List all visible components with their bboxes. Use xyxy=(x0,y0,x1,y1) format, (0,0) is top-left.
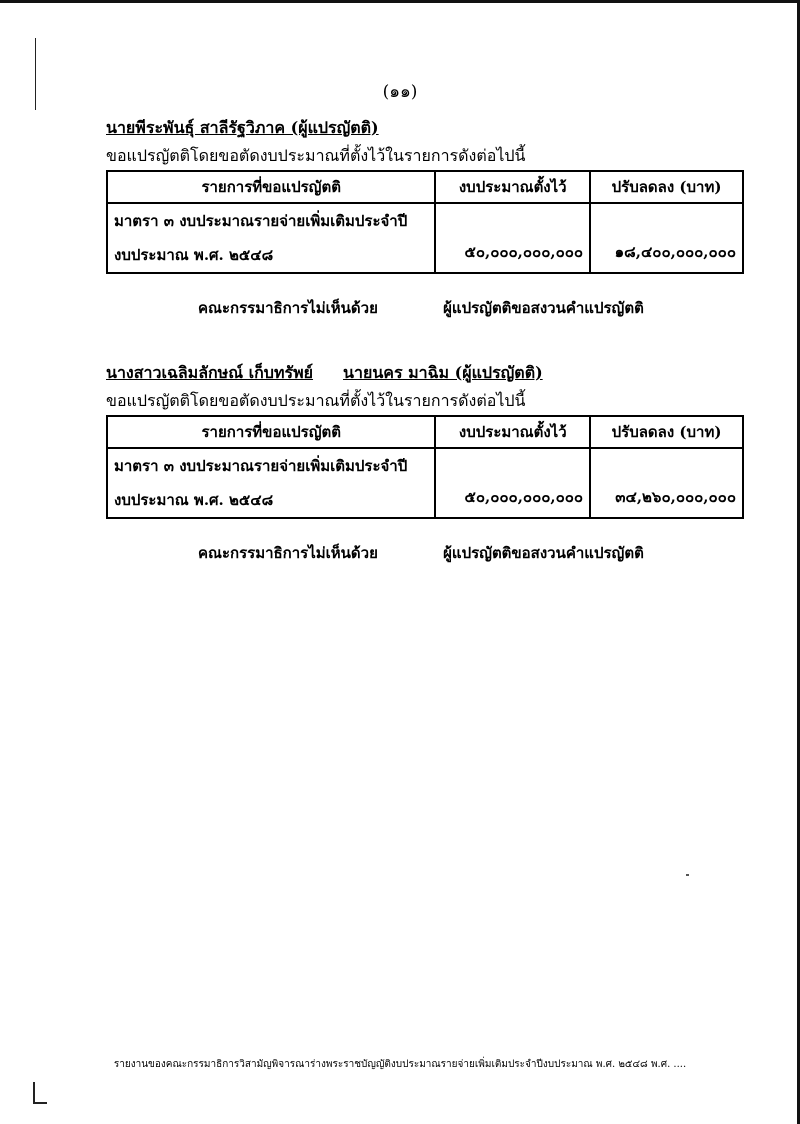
page-number: (๑๑) xyxy=(382,82,418,102)
decision-line xyxy=(106,541,746,565)
reduction-value: ๑๘,๔๐๐,๐๐๐,๐๐๐ xyxy=(614,243,736,261)
proposer-name: นายพีระพันธุ์ สาลีรัฐวิภาค (ผู้แปรญัตติ) xyxy=(106,118,379,137)
table-row xyxy=(107,448,743,518)
item-line-1: มาตรา ๓ งบประมาณรายจ่ายเพิ่มเติมประจำปี xyxy=(114,457,408,475)
budget-table xyxy=(106,415,744,519)
amendment-description: ขอแปรญัตติโดยขอตัดงบประมาณที่ตั้งไว้ในรายการดังต่อไปนี้ xyxy=(106,146,526,165)
header-item: รายการที่ขอแปรญัตติ xyxy=(107,416,435,448)
table-header-row xyxy=(107,171,743,203)
header-reduction: ปรับลดลง (บาท) xyxy=(590,416,743,448)
scan-dot xyxy=(686,874,689,876)
page-footer: รายงานของคณะกรรมาธิการวิสามัญพิจารณาร่างพระราชบัญญัติงบประมาณรายจ่ายเพิ่มเติมประจำปีงบประมาณ พ.ศ. ๒๕๔๘ พ.ศ. .... xyxy=(113,1059,687,1070)
header-budget: งบประมาณตั้งไว้ xyxy=(435,416,590,448)
table-row xyxy=(107,203,743,273)
committee-decision: คณะกรรมาธิการไม่เห็นด้วย xyxy=(198,299,378,317)
budget-cell xyxy=(435,448,590,518)
decision-line xyxy=(106,296,746,320)
budget-cell xyxy=(435,203,590,273)
proposer-name-1: นางสาวเฉลิมลักษณ์ เก็บทรัพย์ xyxy=(106,363,314,382)
reduction-cell xyxy=(590,203,743,273)
committee-decision: คณะกรรมาธิการไม่เห็นด้วย xyxy=(198,544,378,562)
proposer-names xyxy=(106,361,746,385)
scan-corner-mark-horizontal xyxy=(33,1102,47,1104)
reduction-cell xyxy=(590,448,743,518)
amendment-section-1 xyxy=(106,116,746,320)
proposer-names xyxy=(106,116,746,140)
amendment-description: ขอแปรญัตติโดยขอตัดงบประมาณที่ตั้งไว้ในรายการดังต่อไปนี้ xyxy=(106,391,526,410)
header-budget: งบประมาณตั้งไว้ xyxy=(435,171,590,203)
item-cell xyxy=(107,448,435,518)
scan-corner-mark xyxy=(33,1082,35,1104)
proposer-reservation: ผู้แปรญัตติขอสงวนคำแปรญัตติ xyxy=(443,544,644,562)
proposer-name-2: นายนคร มาฉิม (ผู้แปรญัตติ) xyxy=(343,363,543,382)
table-header-row xyxy=(107,416,743,448)
header-item: รายการที่ขอแปรญัตติ xyxy=(107,171,435,203)
budget-value: ๕๐,๐๐๐,๐๐๐,๐๐๐ xyxy=(464,488,584,506)
item-line-2: งบประมาณ พ.ศ. ๒๕๔๘ xyxy=(114,246,274,264)
item-line-2: งบประมาณ พ.ศ. ๒๕๔๘ xyxy=(114,491,274,509)
budget-table xyxy=(106,170,744,274)
item-cell xyxy=(107,203,435,273)
page-border-top xyxy=(0,0,800,3)
amendment-section-2 xyxy=(106,361,746,565)
item-line-1: มาตรา ๓ งบประมาณรายจ่ายเพิ่มเติมประจำปี xyxy=(114,212,408,230)
reduction-value: ๓๔,๒๖๐,๐๐๐,๐๐๐ xyxy=(615,488,736,506)
proposer-reservation: ผู้แปรญัตติขอสงวนคำแปรญัตติ xyxy=(443,299,644,317)
header-reduction: ปรับลดลง (บาท) xyxy=(590,171,743,203)
budget-value: ๕๐,๐๐๐,๐๐๐,๐๐๐ xyxy=(464,243,584,261)
